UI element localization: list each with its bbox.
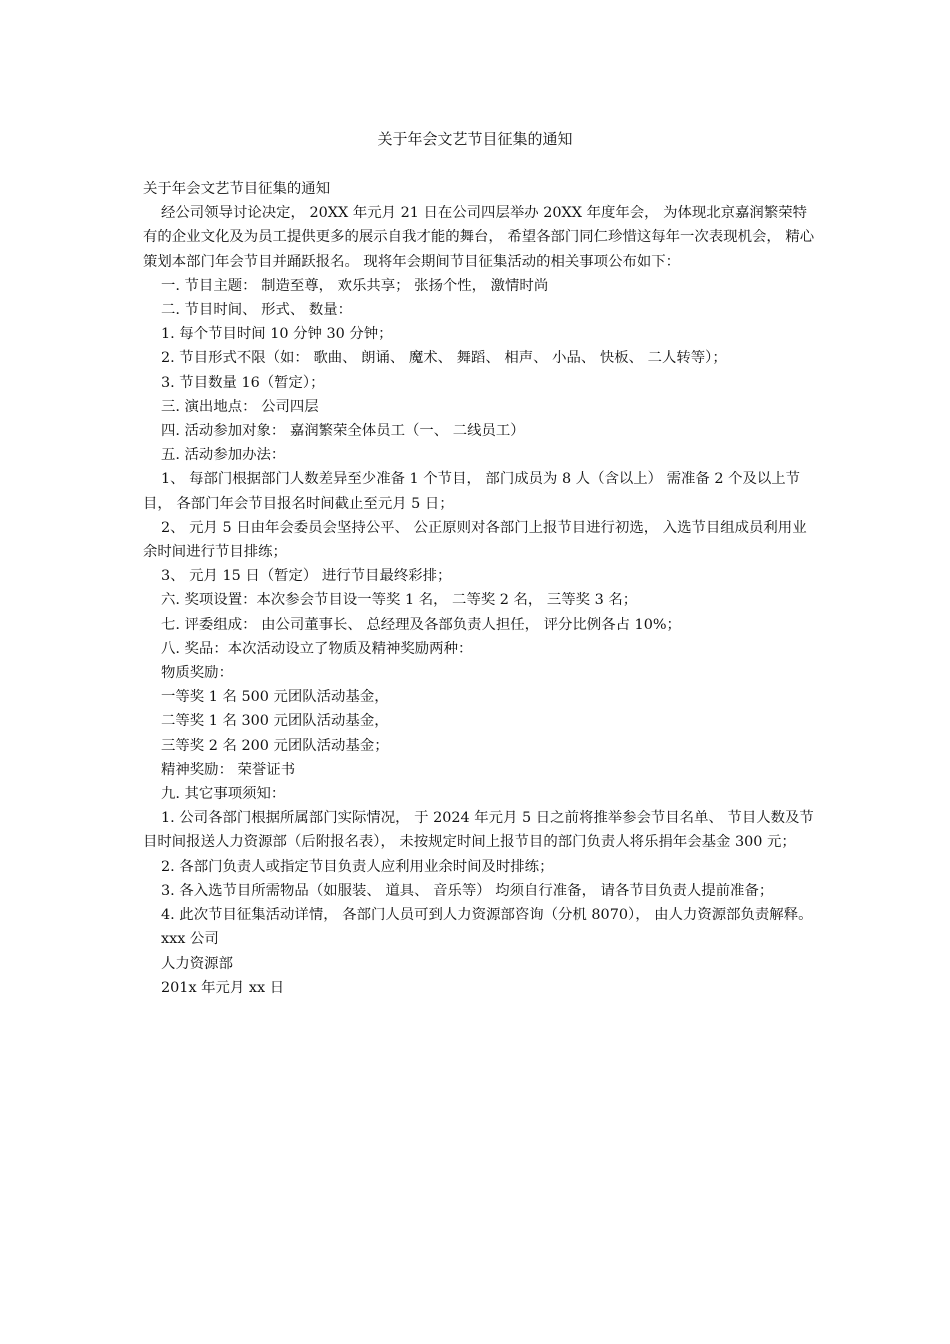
paragraph: 三. 演出地点： 公司四层 — [161, 398, 319, 415]
paragraph: 关于年会文艺节目征集的通知 — [143, 181, 331, 197]
document-body — [143, 177, 815, 1000]
paragraph: 3. 节目数量 16（暂定）； — [161, 374, 325, 391]
paragraph: 4. 此次节目征集活动详情， 各部门人员可到人力资源部咨询（分机 8070）， 由人力资源部负责解释。 — [161, 907, 813, 924]
paragraph: 一. 节目主题： 制造至尊， 欢乐共享； 张扬个性， 激情时尚 — [161, 277, 549, 294]
paragraph: 三等奖 2 名 200 元团队活动基金； — [161, 737, 389, 754]
paragraph: 人力资源部 — [161, 955, 233, 972]
paragraph: 七. 评委组成： 由公司董事长、 总经理及各部负责人担任， 评分比例各占 10%； — [161, 616, 681, 633]
paragraph: xxx 公司 — [161, 931, 219, 948]
paragraph: 物质奖励： — [161, 665, 233, 682]
paragraph: 经公司领导讨论决定， 20XX 年元月 21 日在公司四层举办 20XX 年度年会， 为体现北京嘉润繁荣特有的企业文化及为员工提供更多的展示自我才能的舞台， 希望各部门同仁珍惜这每年一次表现机会， 精心策划本部门年会节目并踊跃报名。 现将年会期间节目征集活动的相关事项公布如下： — [143, 205, 815, 270]
document-title: 关于年会文艺节目征集的通知 — [377, 130, 573, 148]
paragraph: 2、 元月 5 日由年会委员会坚持公平、 公正原则对各部门上报节目进行初选， 入选节目组成员利用业余时间进行节目排练； — [143, 519, 807, 561]
paragraph: 3. 各入选节目所需物品（如服装、 道具、 音乐等） 均须自行准备， 请各节目负责人提前准备； — [161, 882, 774, 899]
paragraph: 1. 公司各部门根据所属部门实际情况， 于 2024 年元月 5 日之前将推举参会节目名单、 节目人数及节目时间报送人力资源部（后附报名表）， 未按规定时间上报节目的部门负责人将乐捐年会基金 300 元； — [143, 810, 814, 851]
paragraph: 3、 元月 15 日（暂定） 进行节目最终彩排； — [161, 568, 452, 585]
paragraph: 精神奖励： 荣誉证书 — [161, 761, 296, 778]
paragraph: 二等奖 1 名 300 元团队活动基金， — [161, 713, 389, 730]
paragraph: 八. 奖品：本次活动设立了物质及精神奖励两种： — [161, 640, 473, 657]
paragraph: 1、 每部门根据部门人数差异至少准备 1 个节目， 部门成员为 8 人（含以上） 需准备 2 个及以上节目， 各部门年会节目报名时间截止至元月 5 日； — [143, 471, 801, 512]
paragraph: 201x 年元月 xx 日 — [161, 979, 285, 996]
paragraph: 2. 节目形式不限（如： 歌曲、 朗诵、 魔术、 舞蹈、 相声、 小品、 快板、 二人转等）； — [161, 350, 727, 367]
paragraph: 五. 活动参加办法： — [161, 447, 286, 464]
paragraph: 1. 每个节目时间 10 分钟 30 分钟； — [161, 326, 393, 343]
paragraph: 二. 节目时间、 形式、 数量： — [161, 302, 352, 319]
paragraph: 一等奖 1 名 500 元团队活动基金， — [161, 689, 389, 706]
paragraph: 六. 奖项设置：本次参会节目设一等奖 1 名， 二等奖 2 名， 三等奖 3 名； — [161, 592, 638, 609]
paragraph: 四. 活动参加对象： 嘉润繁荣全体员工（一、 二线员工） — [161, 423, 525, 440]
paragraph: 2. 各部门负责人或指定节目负责人应利用业余时间及时排练； — [161, 858, 554, 875]
paragraph: 九. 其它事项须知： — [161, 786, 286, 803]
